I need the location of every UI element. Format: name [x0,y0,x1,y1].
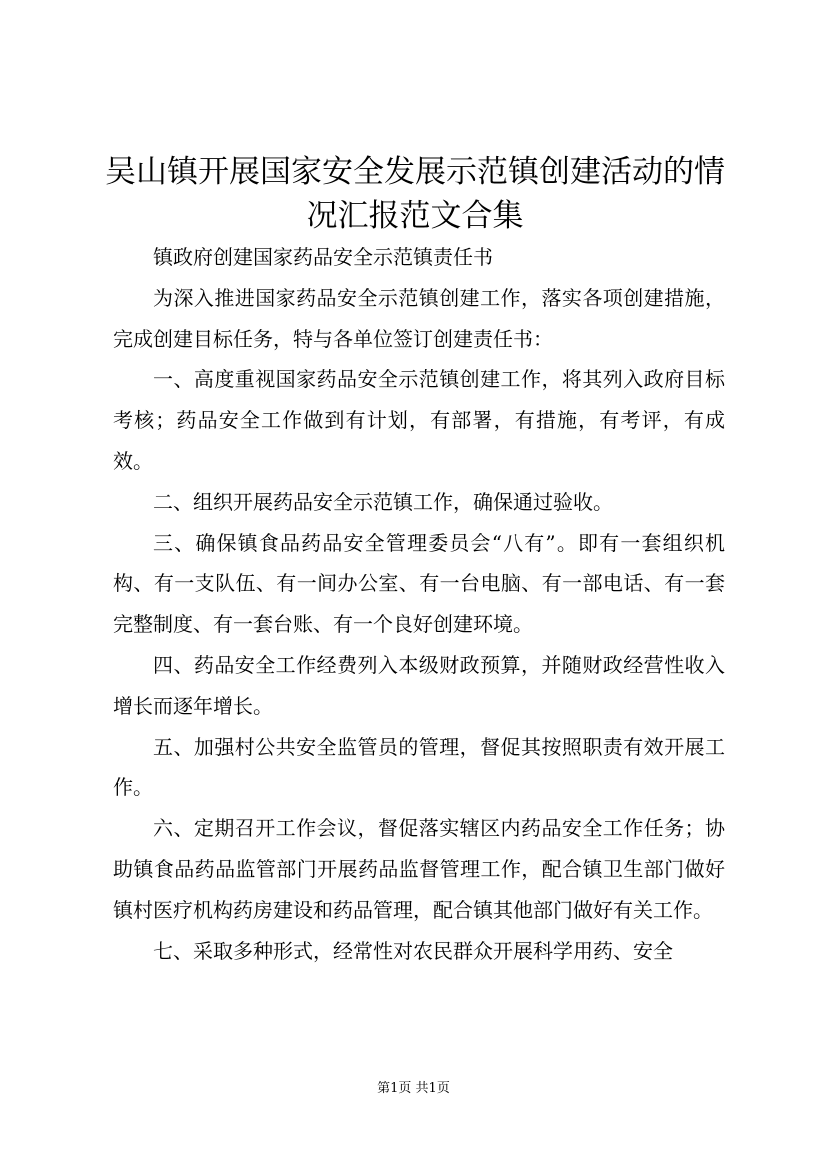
paragraph-item-3: 三、确保镇食品药品安全管理委员会“八有”。即有一套组织机构、有一支队伍、有一间办公室、有一台电脑、有一部电话、有一套完整制度、有一套台账、有一个良好创建环境。 [113,530,725,637]
paragraph-item-6: 六、定期召开工作会议，督促落实辖区内药品安全工作任务；协助镇食品药品监管部门开展药品监督管理工作，配合镇卫生部门做好镇村医疗机构药房建设和药品管理，配合镇其他部门做好有关工作。 [113,816,725,922]
document-body [113,237,725,971]
paragraph-item-4: 四、药品安全工作经费列入本级财政预算，并随财政经营性收入增长而逐年增长。 [113,652,725,718]
paragraph-intro: 为深入推进国家药品安全示范镇创建工作，落实各项创建措施，完成创建目标任务，特与各单位签订创建责任书： [113,285,725,351]
paragraph-item-7: 七、采取多种形式，经常性对农民群众开展科学用药、安全 [153,938,673,963]
paragraph-item-2: 二、组织开展药品安全示范镇工作，确保通过验收。 [153,489,613,514]
page-footer: 第1页 共1页 [377,1081,450,1096]
paragraph-item-5: 五、加强村公共安全监管员的管理，督促其按照职责有效开展工作。 [113,734,725,800]
paragraph-heading: 镇政府创建国家药品安全示范镇责任书 [153,245,493,269]
document-title: 吴山镇开展国家安全发展示范镇创建活动的情况汇报范文合集 [105,154,725,234]
paragraph-item-1: 一、高度重视国家药品安全示范镇创建工作，将其列入政府目标考核；药品安全工作做到有计划，有部署，有措施，有考评，有成效。 [113,367,725,473]
